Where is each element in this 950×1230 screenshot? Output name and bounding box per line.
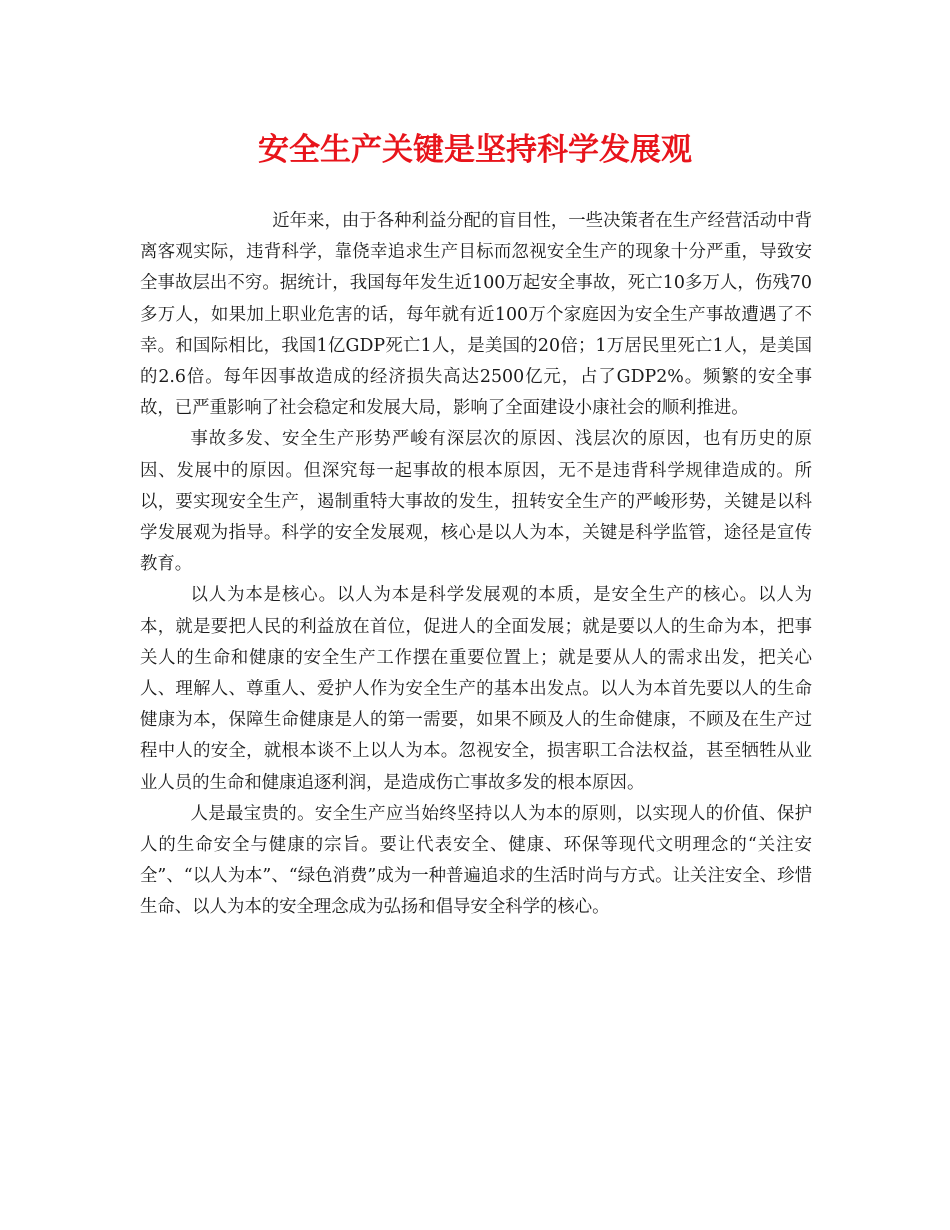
document-body — [140, 206, 812, 924]
document-title: 安全生产关键是坚持科学发展观 — [258, 132, 692, 168]
paragraph-3: 以人为本是核心。以人为本是科学发展观的本质，是安全生产的核心。以人为本，就是要把人民的利益放在首位，促进人的全面发展；就是要以人的生命为本，把事关人的生命和健康的安全生产工作摆在重要位置上；就是要从人的需求出发，把关心人、理解人、尊重人、爱护人作为安全生产的基本出发点。以人为本首先要以人的生命健康为本，保障生命健康是人的第一需要，如果不顾及人的生命健康，不顾及在生产过程中人的安全，就根本谈不上以人为本。忽视安全，损害职工合法权益，甚至牺牲从业业人员的生命和健康追逐利润，是造成伤亡事故多发的根本原因。 — [140, 585, 812, 793]
paragraph-2: 事故多发、安全生产形势严峻有深层次的原因、浅层次的原因，也有历史的原因、发展中的原因。但深究每一起事故的根本原因，无不是违背科学规律造成的。所以，要实现安全生产，遏制重特大事故的发生，扭转安全生产的严峻形势，关键是以科学发展观为指导。科学的安全发展观，核心是以人为本，关键是科学监管，途径是宣传教育。 — [140, 429, 812, 575]
paragraph-4: 人是最宝贵的。安全生产应当始终坚持以人为本的原则，以实现人的价值、保护人的生命安全与健康的宗旨。要让代表安全、健康、环保等现代文明理念的“关注安全”、“以人为本”、“绿色消费”成为一种普遍追求的生活时尚与方式。让关注安全、珍惜生命、以人为本的安全理念成为弘扬和倡导安全科学的核心。 — [140, 803, 812, 918]
paragraph-1: 近年来，由于各种利益分配的盲目性，一些决策者在生产经营活动中背离客观实际，违背科学，靠侥幸追求生产目标而忽视安全生产的现象十分严重，导致安全事故层出不穷。据统计，我国每年发生近100万起安全事故，死亡10多万人，伤残70多万人，如果加上职业危害的话，每年就有近100万个家庭因为安全生产事故遭遇了不幸。和国际相比，我国1亿GDP死亡1人，是美国的20倍；1万居民里死亡1人，是美国的2.6倍。每年因事故造成的经济损失高达2500亿元，占了GDP2%。频繁的安全事故，已严重影响了社会稳定和发展大局，影响了全面建设小康社会的顺利推进。 — [140, 211, 812, 419]
